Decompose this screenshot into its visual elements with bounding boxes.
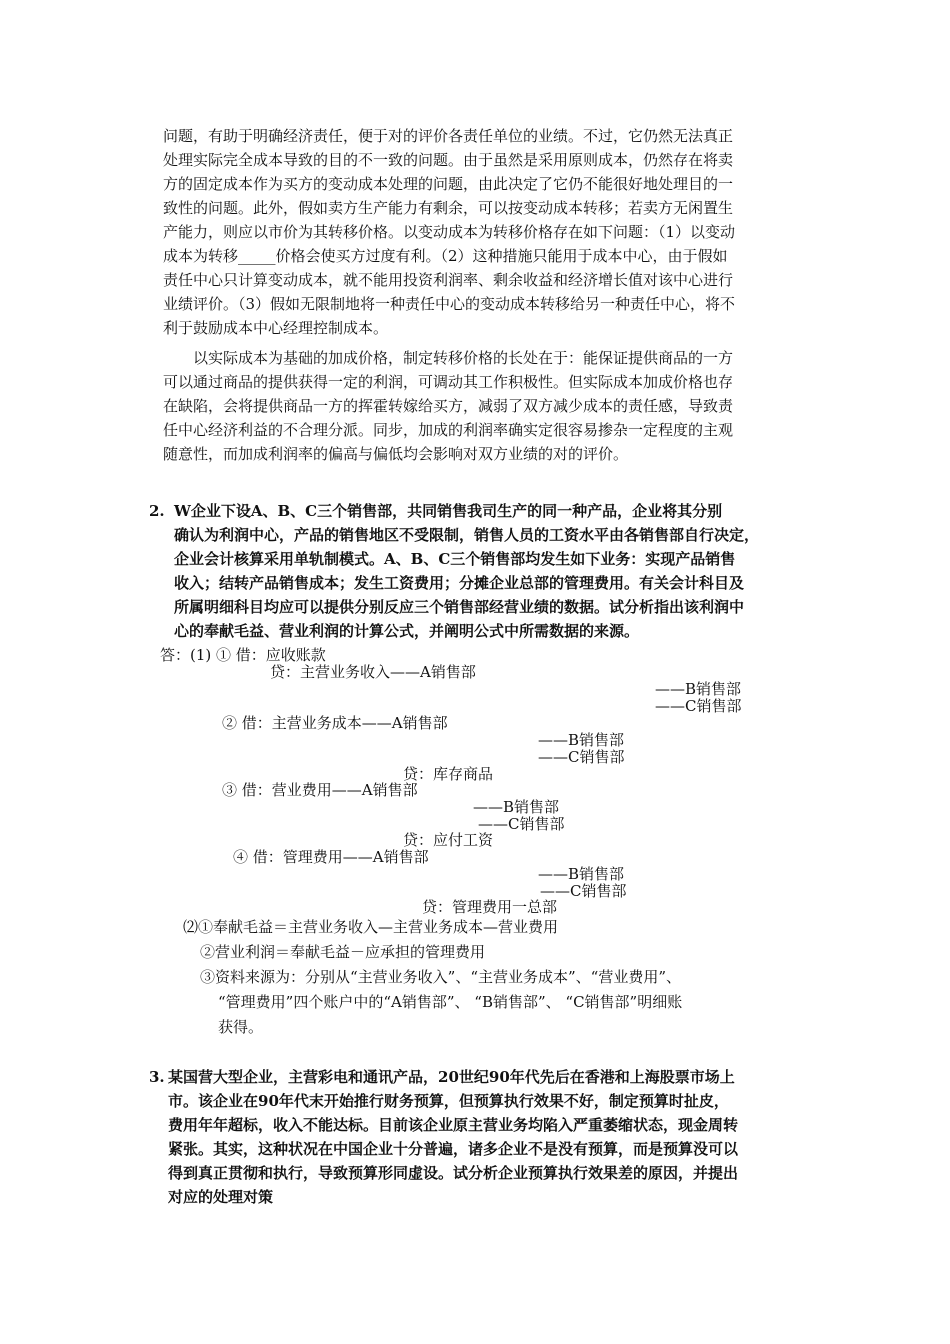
text-line: 产能力，则应以市价为其转移价格。以变动成本为转移价格存在如下问题：（1）以变动 (163, 223, 736, 241)
question-3 (168, 1065, 828, 1209)
text-line: 可以通过商品的提供获得一定的利润，可调动其工作积极性。但实际成本加成价格也存 (163, 373, 734, 391)
paragraph-cost-plus (163, 346, 813, 466)
journal-line: 贷：管理费用一总部 (422, 898, 558, 916)
journal-line: 答：(1) ① 借：应收账款 (160, 646, 326, 664)
question-number: 3. (149, 1068, 165, 1086)
text-line: 成本为转移_____价格会使买方过度有利。（2）这种措施只能用于成本中心，由于假如 (163, 247, 728, 265)
text-line: 心的奉献毛益、营业利润的计算公式，并阐明公式中所需数据的来源。 (174, 622, 640, 640)
text-line: 方的固定成本作为买方的变动成本处理的问题，由此决定了它仍不能很好地处理目的一 (163, 175, 734, 193)
text-line: 在缺陷，会将提供商品一方的挥霍转嫁给买方，减弱了双方减少成本的责任感，导致责 (163, 397, 734, 415)
journal-line: ——B销售部 (538, 731, 625, 749)
text-line: 收入；结转产品销售成本；发生工资费用；分摊企业总部的管理费用。有关会计科目及 (174, 574, 745, 592)
journal-line: ——C销售部 (655, 697, 742, 715)
journal-line: ④ 借：管理费用——A销售部 (233, 848, 429, 866)
formula-line: “管理费用”四个账户中的“A销售部”、 “B销售部”、 “C销售部”明细账 (218, 993, 683, 1011)
journal-line: ——B销售部 (473, 798, 560, 816)
paragraph-transfer-price (163, 124, 813, 340)
text-line: W企业下设A、B、C三个销售部，共同销售我司生产的同一种产品，企业将其分别 (174, 502, 723, 520)
text-line: 处理实际完全成本导致的目的不一致的问题。由于虽然是采用原则成本，仍然存在将卖 (163, 151, 734, 169)
text-line: 企业会计核算采用单轨制模式。A、B、C三个销售部均发生如下业务：实现产品销售 (174, 550, 736, 568)
formula-line: 获得。 (218, 1018, 264, 1036)
text-line: 费用年年超标，收入不能达标。目前该企业原主营业务均陷入严重萎缩状态，现金周转 (168, 1116, 739, 1134)
text-line: 致性的问题。此外，假如卖方生产能力有剩余，可以按变动成本转移；若卖方无闲置生 (163, 199, 734, 217)
text-line: 问题，有助于明确经济责任，便于对的评价各责任单位的业绩。不过，它仍然无法真正 (163, 127, 734, 145)
text-line: 所属明细科目均应可以提供分别反应三个销售部经营业绩的数据。试分析指出该利润中 (174, 598, 745, 616)
text-line: 某国营大型企业，主营彩电和通讯产品，20世纪90年代先后在香港和上海股票市场上 (168, 1068, 735, 1086)
question-2 (174, 499, 834, 643)
journal-line: ——C销售部 (540, 882, 627, 900)
journal-line: ——C销售部 (478, 815, 565, 833)
text-line: 市。该企业在90年代末开始推行财务预算，但预算执行效果不好，制定预算时扯皮， (168, 1092, 729, 1110)
text-line: 业绩评价。（3）假如无限制地将一种责任中心的变动成本转移给另一种责任中心，将不 (163, 295, 736, 313)
journal-line: ③ 借：营业费用——A销售部 (222, 781, 418, 799)
text-line: 紧张。其实，这种状况在中国企业十分普遍，诸多企业不是没有预算，而是预算没可以 (168, 1140, 739, 1158)
text-line: 对应的处理对策 (168, 1188, 274, 1206)
text-line: 随意性，而加成利润率的偏高与偏低均会影响对双方业绩的对的评价。 (163, 445, 629, 463)
journal-line: ② 借：主营业务成本——A销售部 (222, 714, 448, 732)
journal-line: 贷：主营业务收入——A销售部 (270, 663, 476, 681)
formula-line: ③资料来源为：分别从“主营业务收入”、“主营业务成本”、“营业费用”、 (200, 968, 682, 986)
journal-line: ——B销售部 (655, 680, 742, 698)
text-line: 确认为利润中心，产品的销售地区不受限制，销售人员的工资水平由各销售部自行决定， (174, 526, 760, 544)
formula-line: ②营业利润＝奉献毛益－应承担的管理费用 (200, 943, 486, 961)
question-number: 2. (149, 502, 165, 520)
journal-line: ——C销售部 (538, 748, 625, 766)
journal-line: 贷：应付工资 (403, 831, 494, 849)
text-line: 任中心经济利益的不合理分派。同步，加成的利润率确实定很容易掺杂一定程度的主观 (163, 421, 734, 439)
text-line: 利于鼓励成本中心经理控制成本。 (163, 319, 389, 337)
text-line: 以实际成本为基础的加成价格，制定转移价格的长处在于：能保证提供商品的一方 (163, 349, 734, 367)
journal-line: ——B销售部 (538, 865, 625, 883)
journal-line: 贷：库存商品 (403, 765, 494, 783)
text-line: 责任中心只计算变动成本，就不能用投资利润率、剩余收益和经济增长值对该中心进行 (163, 271, 734, 289)
formula-line: ⑵①奉献毛益＝主营业务收入—主营业务成本—营业费用 (183, 918, 559, 936)
text-line: 得到真正贯彻和执行，导致预算形同虚设。试分析企业预算执行效果差的原因，并提出 (168, 1164, 739, 1182)
